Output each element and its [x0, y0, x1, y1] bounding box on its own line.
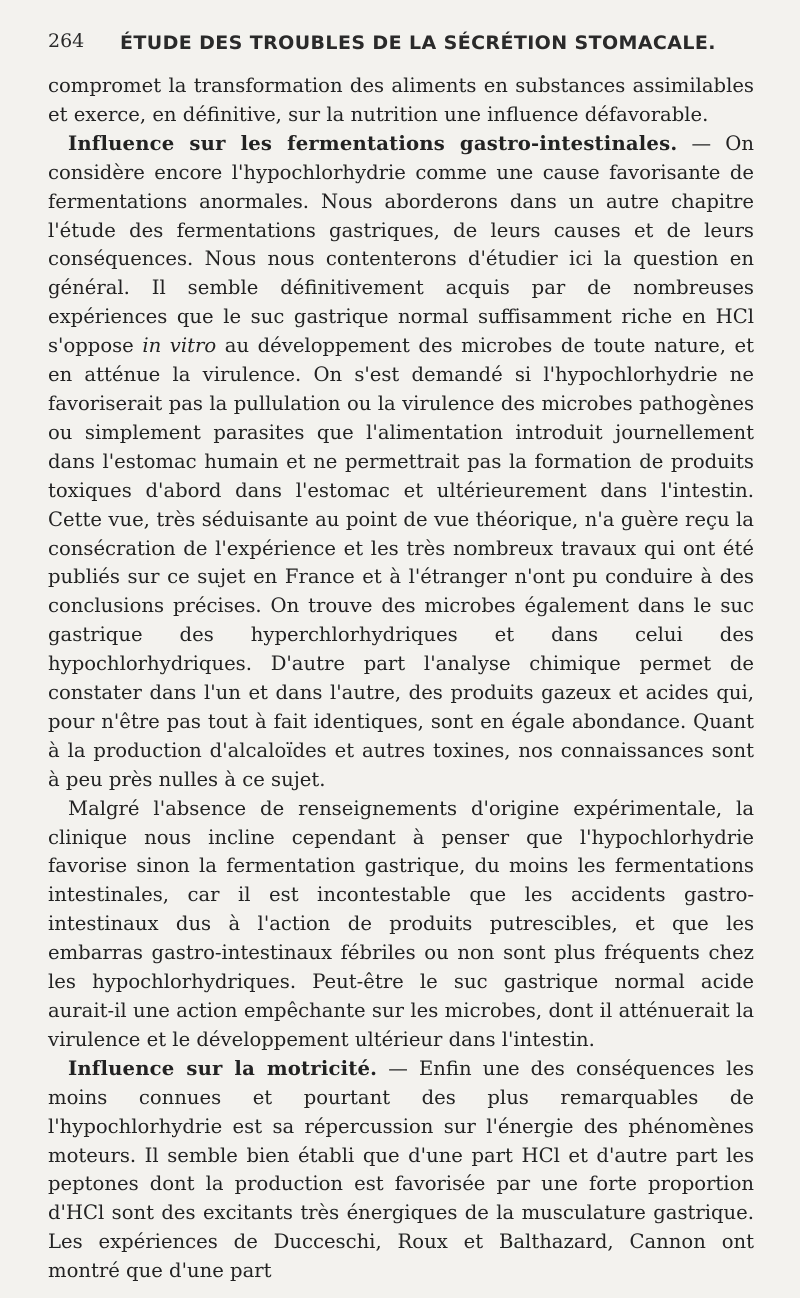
running-title: ÉTUDE DES TROUBLES DE LA SÉCRÉTION STOMACALE.	[120, 32, 716, 54]
page-header	[48, 30, 760, 60]
italic-term: in vitro	[142, 334, 217, 358]
paragraph-text: compromet la transformation des aliments en substances assimilables et exerce, en définitive, sur la nutrition une influence défavorable.	[48, 74, 754, 126]
section-heading-fermentations: Influence sur les fermentations gastro-intestinales.	[68, 131, 678, 155]
paragraph-clinique	[48, 795, 754, 1055]
paragraph-text: — Enfin une des conséquences les moins connues et pourtant des plus remarquables de l'hypochlorhydrie est sa répercussion sur l'énergie des phénomènes moteurs. Il semble bien établi que d'une part HCl et d'autre part les peptones dont la production est favorisée par une forte proportion d'HCl sont des excitants très énergiques de la musculature gastrique. Les expériences de Ducceschi, Roux et Balthazard, Cannon ont montré que d'une part	[48, 1056, 755, 1283]
paragraph-text: au développement des microbes de toute nature, et en atténue la virulence. On s'est demandé si l'hypochlorhydrie ne favoriserait pas la pullulation ou la virulence des microbes pathogènes ou simplement parasites que l'alimentation introduit journellement dans l'estomac humain et ne permettrait pas la formation de produits toxiques d'abord dans l'estomac et ultérieurement dans l'intestin. Cette vue, très séduisante au point de vue théorique, n'a guère reçu la consécration de l'expérience et les très nombreux travaux qui ont été publiés sur ce sujet en France et à l'étranger n'ont pu conduire à des conclusions précises. On trouve des microbes également dans le suc gastrique des hyperchlorhydriques et dans celui des hypochlorhydriques. D'autre part l'analyse chimique permet de constater dans l'un et dans l'autre, des produits gazeux et acides qui, pour n'être pas tout à fait identiques, sont en égale abondance. Quant à la production d'alcaloïdes et autres toxines, nos connaissances sont à peu près nulles à ce sujet.	[48, 334, 754, 791]
paragraph-text: — On considère encore l'hypochlorhydrie comme une cause favorisante de fermentations anormales. Nous aborderons dans un autre chapitre l'étude des fermentations gastriques, de leurs causes et de leurs conséquences. Nous nous contenterons d'étudier ici la question en général. Il semble définitivement acquis par de nombreuses expériences que le suc gastrique normal suffisamment riche en HCl s'oppose	[48, 131, 754, 358]
paragraph-text: Malgré l'absence de renseignements d'origine expérimentale, la clinique nous incline cependant à penser que l'hypochlorhydrie favorise sinon la fermentation gastrique, du moins les fermentations intestinales, car il est incontestable que les accidents gastro-intestinaux dus à l'action de produits putrescibles, et que les embarras gastro-intestinaux fébriles ou non sont plus fréquents chez les hypochlorhydriques. Peut-être le suc gastrique normal acide aurait-il une action empêchante sur les microbes, dont il atténuerait la virulence et le développement ultérieur dans l'intestin.	[48, 796, 754, 1051]
body-text	[48, 72, 754, 1286]
paragraph-fermentations	[48, 130, 754, 795]
paragraph-continuation	[48, 72, 754, 130]
section-heading-motricite: Influence sur la motricité.	[68, 1056, 378, 1080]
page-number: 264	[48, 30, 85, 52]
paragraph-motricite	[48, 1055, 754, 1286]
